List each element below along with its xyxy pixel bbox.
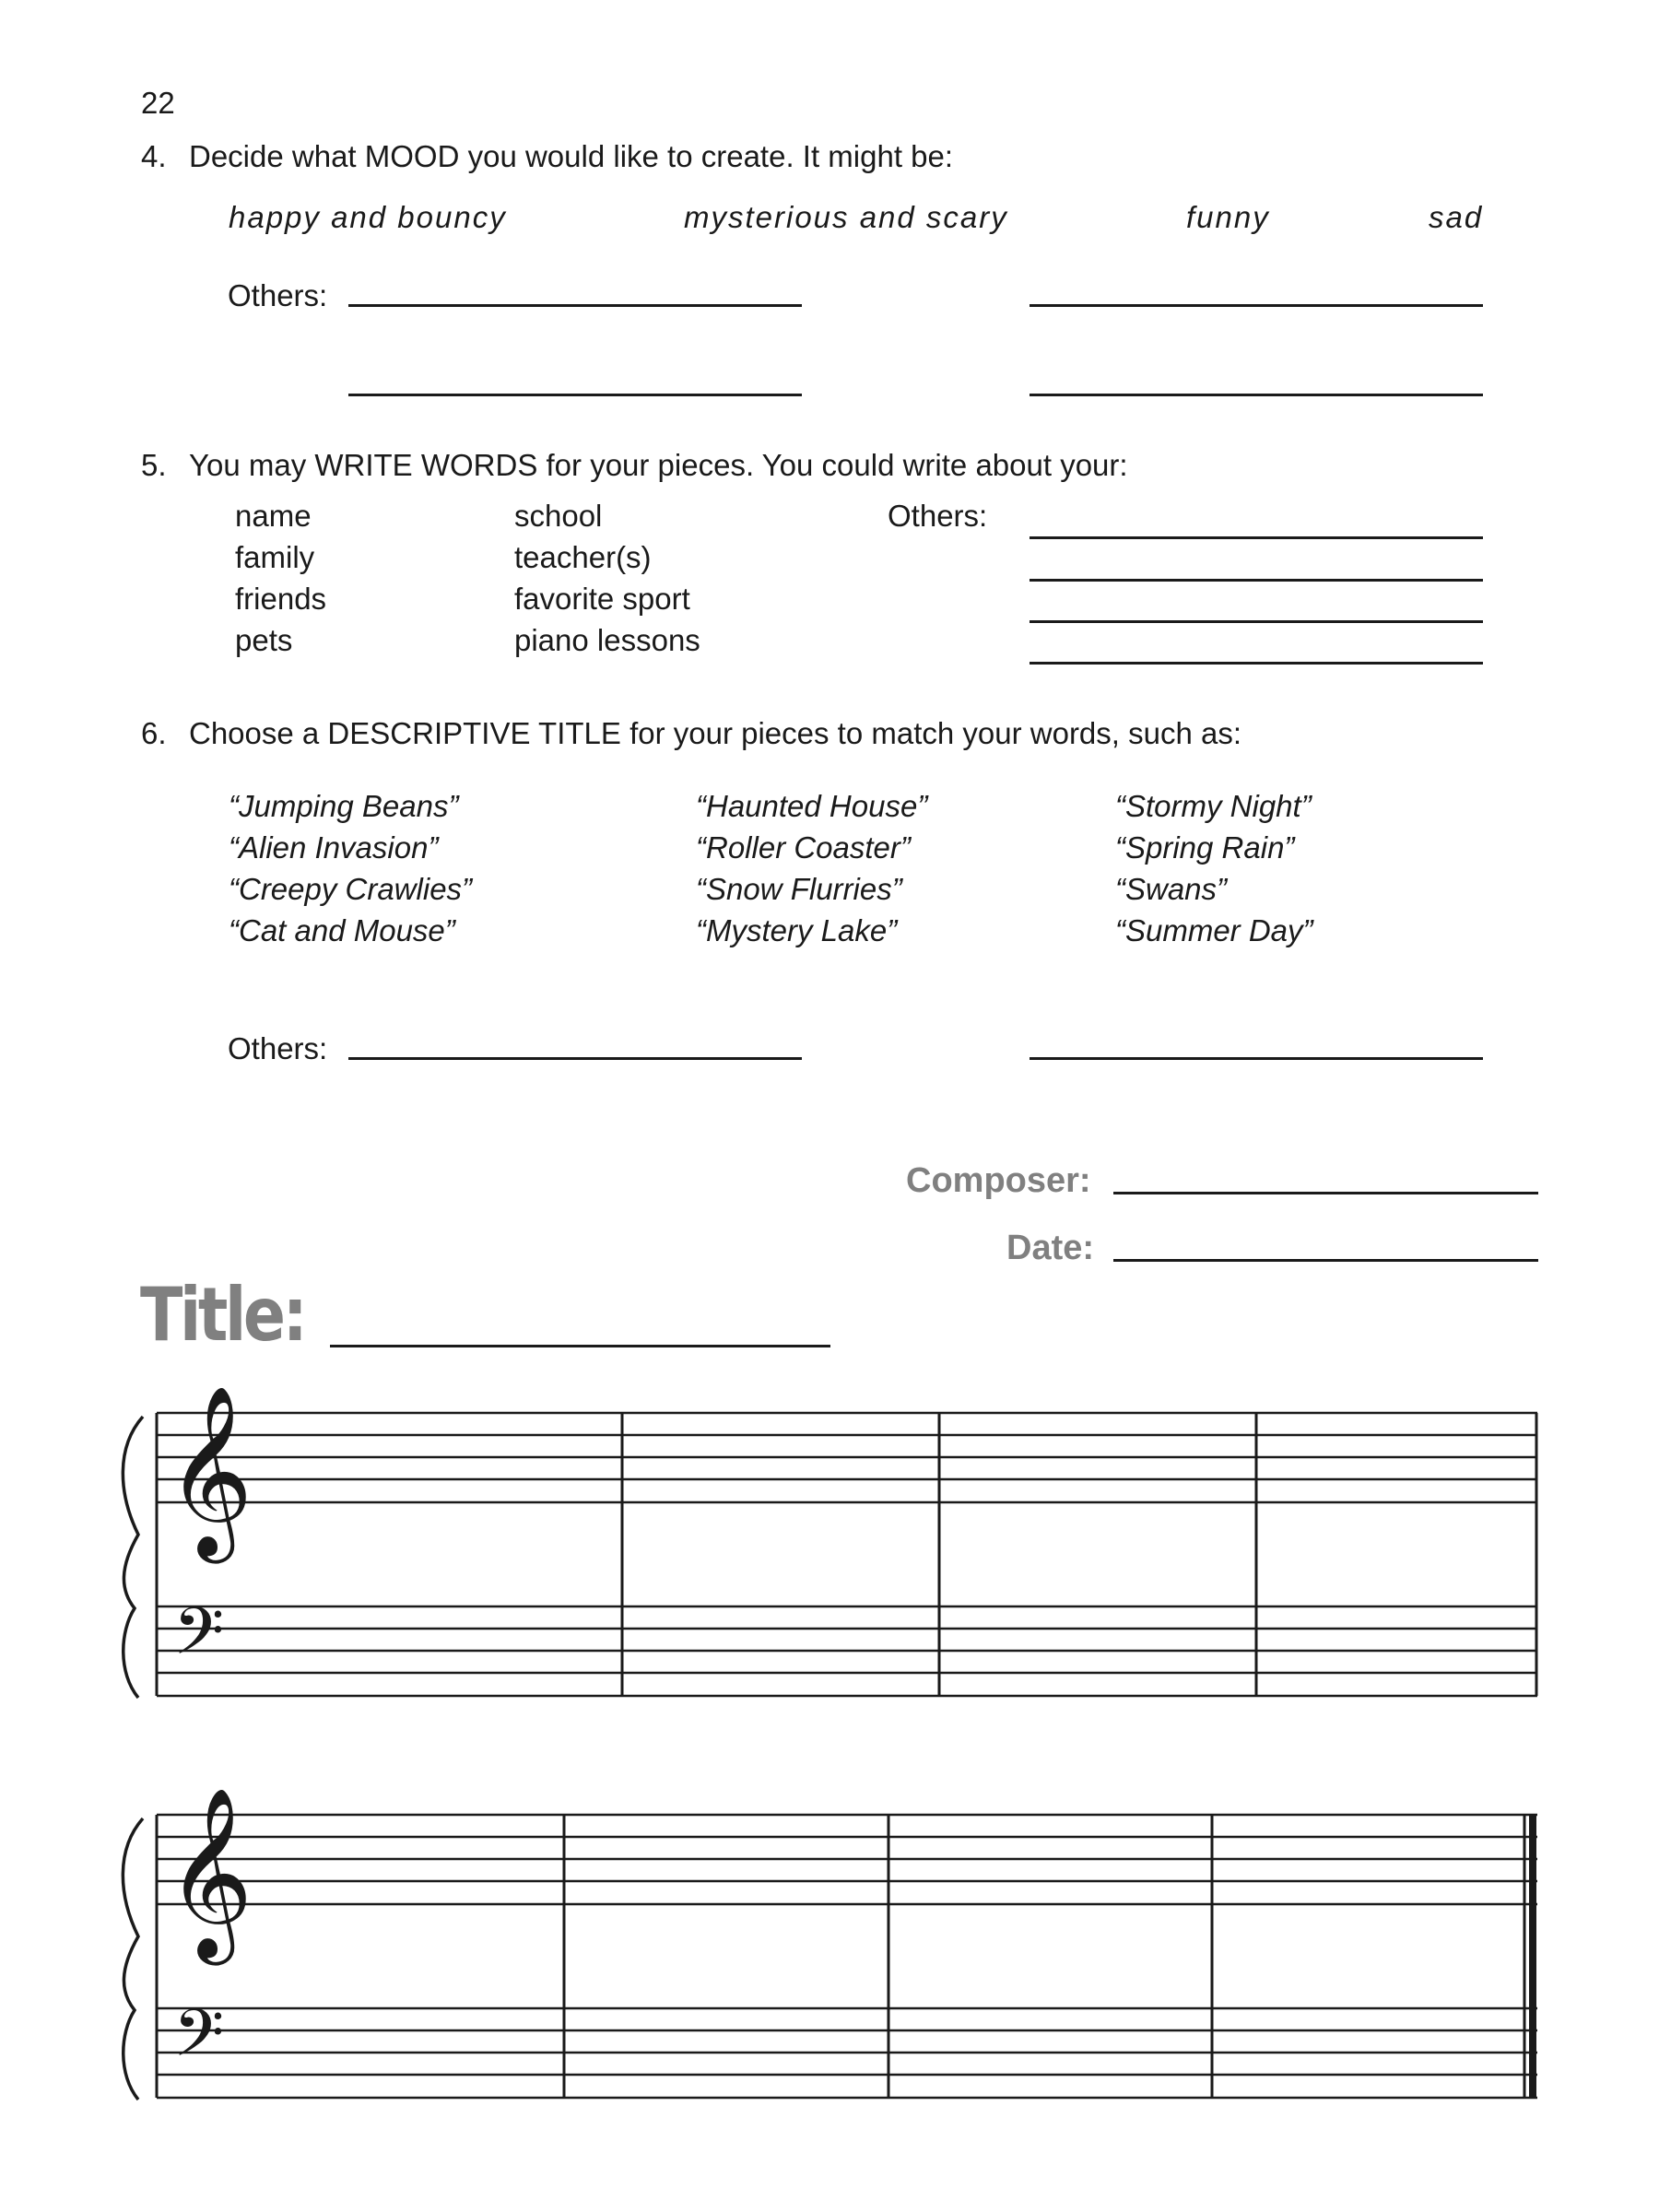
treble-clef-icon: 𝄞 [166,1383,253,1556]
topic-item: pets [235,623,293,657]
title-example: “Alien Invasion” [229,830,439,865]
brace [123,1417,143,1698]
mood-option: mysterious and scary [684,200,1008,234]
treble-staff-lines [157,1413,1537,1502]
title-example: “Summer Day” [1115,913,1313,947]
q5-prompt: You may WRITE WORDS for your pieces. You could write about your: [189,448,1128,482]
bass-clef-icon: 𝄢 [173,1995,225,2088]
topic-item: school [514,499,603,533]
q6-number: 6. [141,716,167,750]
treble-staff-lines [157,1815,1537,1904]
q4-number: 4. [141,139,167,173]
topic-item: family [235,540,315,574]
q6-others-label: Others: [228,1031,328,1065]
topic-item: friends [235,582,327,616]
title-example: “Haunted House” [696,789,928,823]
mood-option: happy and bouncy [229,200,507,234]
topic-item: favorite sport [514,582,690,616]
q6-prompt: Choose a DESCRIPTIVE TITLE for your pieces to match your words, such as: [189,716,1242,750]
title-example: “Creepy Crawlies” [229,872,473,906]
page-number: 22 [141,86,175,120]
title-example: “Stormy Night” [1115,789,1312,823]
title-example: “Spring Rain” [1115,830,1295,865]
bass-staff-lines [157,1606,1537,1696]
mood-option: sad [1429,200,1484,234]
barlines [157,1413,1536,1696]
date-label: Date: [1006,1229,1095,1267]
title-example: “Jumping Beans” [229,789,459,823]
q5-others-label: Others: [888,499,988,533]
bass-clef-icon: 𝄢 [173,1594,225,1686]
title-label: Title: [140,1272,305,1358]
brace [123,1818,143,2100]
topic-item: name [235,499,312,533]
final-barline [1529,1815,1536,2098]
title-example: “Cat and Mouse” [229,913,455,947]
title-example: “Roller Coaster” [696,830,911,865]
barlines [157,1815,1524,2098]
title-example: “Mystery Lake” [696,913,898,947]
bass-staff-lines [157,2008,1537,2098]
treble-clef-icon: 𝄞 [166,1785,253,1958]
grand-staff-system [123,1815,1537,2100]
title-example: “Snow Flurries” [696,872,902,906]
q5-number: 5. [141,448,167,482]
q4-others-label: Others: [228,278,328,312]
composer-label: Composer: [906,1161,1091,1200]
mood-option: funny [1186,200,1270,234]
q4-prompt: Decide what MOOD you would like to create. It might be: [189,139,954,173]
grand-staff-system [123,1413,1537,1698]
topic-item: teacher(s) [514,540,652,574]
topic-item: piano lessons [514,623,700,657]
title-example: “Swans” [1115,872,1228,906]
